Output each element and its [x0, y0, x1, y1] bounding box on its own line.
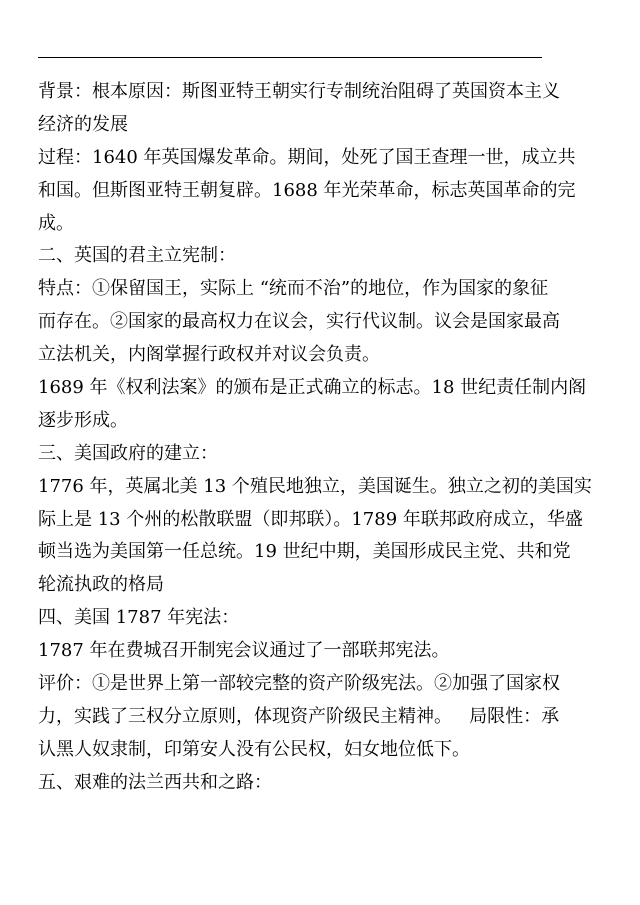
- text-line: 顿当选为美国第一任总统。19 世纪中期，美国形成民主党、共和党: [38, 541, 571, 563]
- header-rule: [38, 57, 542, 58]
- text-line: 力，实践了三权分立原则，体现资产阶级民主精神。 局限性：承: [38, 705, 560, 727]
- text-line: 际上是 13 个州的松散联盟（即邦联）。1789 年联邦政府成立，华盛: [38, 508, 583, 530]
- text-line: 经济的发展: [38, 113, 128, 135]
- text-line: 背景：根本原因：斯图亚特王朝实行专制统治阻碍了英国资本主义: [38, 81, 560, 102]
- text-line: 1787 年在费城召开制宪会议通过了一部联邦宪法。: [38, 640, 450, 662]
- text-line: 立法机关，内阁掌握行政权并对议会负责。: [38, 344, 380, 366]
- text-line: 而存在。②国家的最高权力在议会，实行代议制。议会是国家最高: [38, 311, 560, 333]
- section-heading: 三、美国政府的建立：: [38, 442, 218, 464]
- document-body: [38, 76, 592, 800]
- section-heading: 五、艰难的法兰西共和之路：: [38, 771, 272, 793]
- text-line: 评价：①是世界上第一部较完整的资产阶级宪法。②加强了国家权: [38, 673, 560, 695]
- text-line: 1776 年，英属北美 13 个殖民地独立，美国诞生。独立之初的美国实: [38, 475, 592, 497]
- section-heading: 二、英国的君主立宪制：: [38, 245, 236, 267]
- section-heading: 四、美国 1787 年宪法：: [38, 607, 240, 629]
- text-line: 认黑人奴隶制，印第安人没有公民权，妇女地位低下。: [38, 738, 470, 760]
- text-line: 逐步形成。: [38, 409, 128, 431]
- text-line: 和国。但斯图亚特王朝复辟。1688 年光荣革命，标志英国革命的完: [38, 179, 576, 201]
- text-line: 1689 年《权利法案》的颁布是正式确立的标志。18 世纪责任制内阁: [38, 377, 587, 399]
- text-line: 轮流执政的格局: [38, 574, 164, 596]
- text-line: 特点：①保留国王，实际上 “统而不治”的地位，作为国家的象征: [38, 278, 549, 300]
- text-line: 成。: [38, 212, 74, 234]
- text-line: 过程：1640 年英国爆发革命。期间，处死了国王查理一世，成立共: [38, 146, 576, 168]
